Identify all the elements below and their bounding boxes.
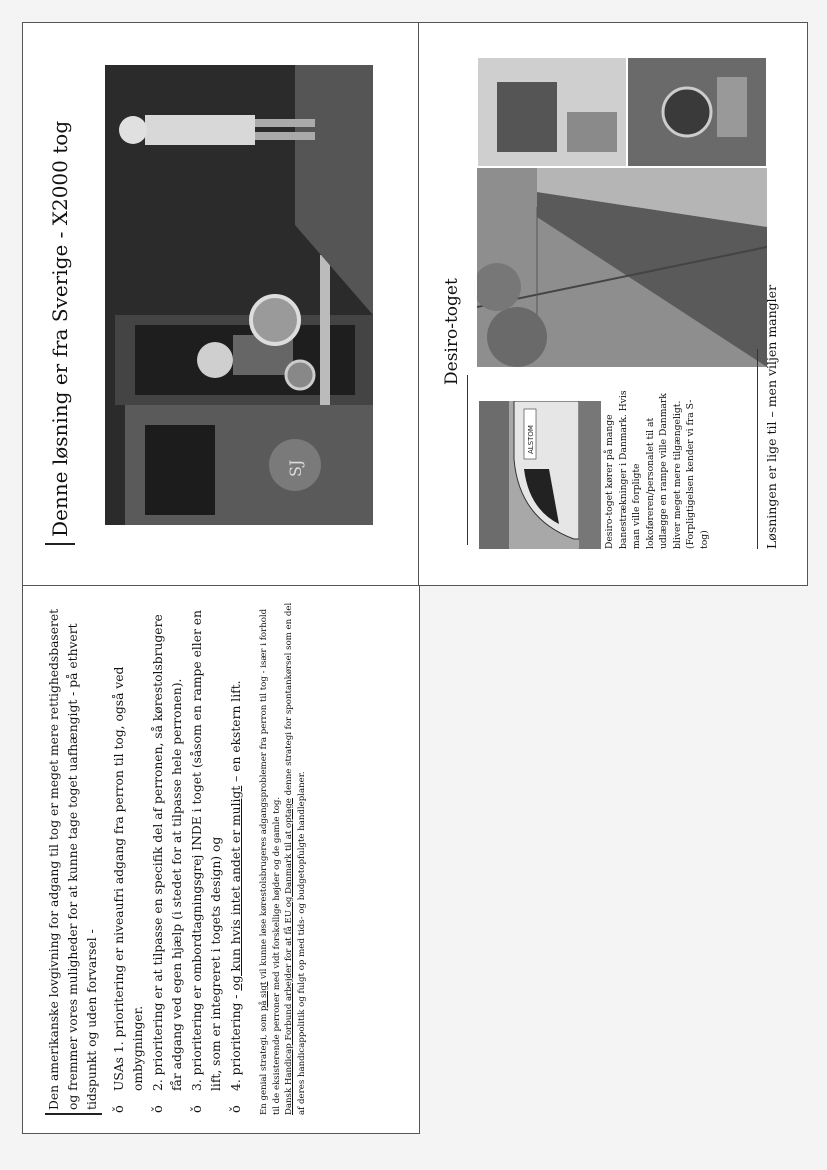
dhf-note-text: denne strategi for spontankørsel som en del af deres handicappolitik og fulgt op med tids- og budgetopfulgte handleplaner. [284, 602, 307, 1115]
slide-title: Desiro-toget [442, 278, 462, 385]
platform-illustration [477, 57, 767, 367]
list-item-underlined: og kun hvis intet andet er muligt [229, 785, 243, 991]
alstom-label: ALSTOM [527, 425, 535, 454]
slide-desiro [418, 22, 808, 586]
list-item-text: 4. prioritering - [229, 990, 243, 1091]
strategy-note-text-end: vil kunne løse kørestolsbrugeres adgangsproblemer fra perron til tog - især i forhold til de eksisterende perroner med vidt forskellige højder og de gamle tog. [259, 608, 282, 1115]
sj-logo-text: SJ [286, 459, 305, 477]
priority-list [110, 600, 246, 1115]
dhf-note-underlined: Dansk Handicap Forbund arbejder for at få EU og Danmark til at optage [284, 798, 294, 1115]
slide-conclusion: Løsningen er lige til – men viljen mangler [764, 284, 779, 549]
slide-legislation [22, 584, 420, 1134]
strategy-note [258, 600, 308, 1115]
slide-sweden-x2000 [22, 22, 420, 586]
list-item [227, 600, 246, 1115]
list-item [110, 600, 148, 1115]
photo-illustration [105, 65, 373, 525]
bullet-icon: ǒ [151, 1105, 166, 1113]
bullet-icon: ǒ [229, 1105, 244, 1113]
bullet-icon: ǒ [190, 1105, 205, 1113]
train-illustration [479, 401, 601, 549]
list-item-text: 3. prioritering er ombordtagningsgrej INDE i toget (såsom en rampe eller en lift, som er integreret i togets design) og [190, 610, 223, 1091]
list-item-text: 2. prioritering er at tilpasse en specifik del af perronen, så kørestolsbrugere får adgang ved egen hjælp (i stedet for at tilpasse hele perronen). [151, 614, 184, 1091]
title-divider [467, 375, 468, 545]
intro-paragraph: Den amerikanske lovgivning for adgang til tog er meget mere rettighedsbaseret og fremmer vores muligheder for at kunne tage toget uafhængigt - på ethvert tidspunkt og uden forvarsel - [45, 600, 102, 1115]
list-item-text: USAs 1. prioritering er niveaufri adgang fra perron til tog, også ved ombygninger. [112, 666, 145, 1091]
slide-title: Denne løsning er fra Sverige - X2000 tog [45, 57, 75, 545]
list-item [149, 600, 187, 1115]
slide-desiro-content [419, 23, 807, 585]
slide-sweden-content [23, 23, 419, 585]
bullet-icon: ǒ [112, 1105, 127, 1113]
list-item [188, 600, 226, 1115]
photo-desiro-train [479, 401, 601, 549]
strategy-note-underlined: på sigt [259, 981, 269, 1012]
desiro-description: Desiro-toget kører på mange banestrækninger i Danmark. Hvis man ville forpligte lokoføreren/personalet til at udlægge en rampe ville Danmark bliver meget mere tilgængeligt. (Forpligtigelsen kender vi fra S-tog) [604, 390, 710, 549]
slide-legislation-content [23, 585, 419, 1133]
photo-collage-platform [477, 57, 767, 367]
photo-wheelchair-lift [105, 65, 373, 525]
footer-divider [757, 349, 758, 549]
strategy-note-text: En genial strategi, som [259, 1011, 269, 1115]
list-item-text-end: – en ekstern lift. [229, 680, 243, 786]
